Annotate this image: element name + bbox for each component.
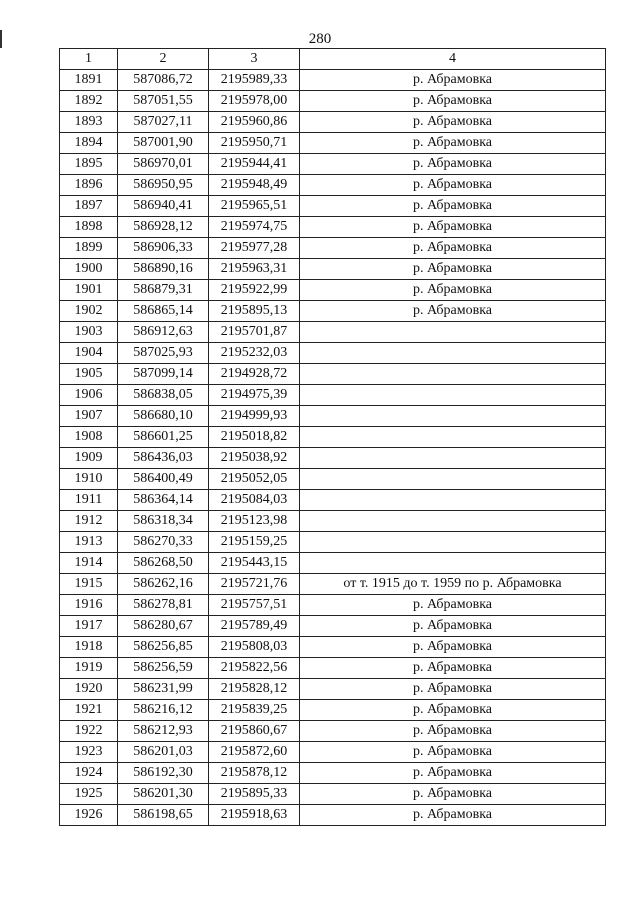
point-number-cell: 1922 xyxy=(60,721,118,742)
y-coordinate-cell: 2194999,93 xyxy=(209,406,300,427)
x-coordinate-cell: 586865,14 xyxy=(118,301,209,322)
point-number-cell: 1926 xyxy=(60,805,118,826)
x-coordinate-cell: 586970,01 xyxy=(118,154,209,175)
point-number-cell: 1913 xyxy=(60,532,118,553)
description-cell xyxy=(300,343,606,364)
y-coordinate-cell: 2195878,12 xyxy=(209,763,300,784)
description-cell xyxy=(300,406,606,427)
point-number-cell: 1901 xyxy=(60,280,118,301)
x-coordinate-cell: 586601,25 xyxy=(118,427,209,448)
table-row xyxy=(60,280,606,301)
y-coordinate-cell: 2195018,82 xyxy=(209,427,300,448)
description-cell: р. Абрамовка xyxy=(300,658,606,679)
description-cell: р. Абрамовка xyxy=(300,805,606,826)
point-number-cell: 1924 xyxy=(60,763,118,784)
table-row xyxy=(60,427,606,448)
y-coordinate-cell: 2195839,25 xyxy=(209,700,300,721)
description-cell: от т. 1915 до т. 1959 по р. Абрамовка xyxy=(300,574,606,595)
point-number-cell: 1892 xyxy=(60,91,118,112)
description-cell: р. Абрамовка xyxy=(300,154,606,175)
column-header-x: 2 xyxy=(118,49,209,70)
table-row xyxy=(60,805,606,826)
table-row xyxy=(60,175,606,196)
point-number-cell: 1907 xyxy=(60,406,118,427)
x-coordinate-cell: 586950,95 xyxy=(118,175,209,196)
point-number-cell: 1903 xyxy=(60,322,118,343)
description-cell xyxy=(300,511,606,532)
table-row xyxy=(60,721,606,742)
description-cell xyxy=(300,532,606,553)
x-coordinate-cell: 586400,49 xyxy=(118,469,209,490)
description-cell: р. Абрамовка xyxy=(300,301,606,322)
y-coordinate-cell: 2195974,75 xyxy=(209,217,300,238)
x-coordinate-cell: 586838,05 xyxy=(118,385,209,406)
point-number-cell: 1902 xyxy=(60,301,118,322)
description-cell: р. Абрамовка xyxy=(300,595,606,616)
point-number-cell: 1897 xyxy=(60,196,118,217)
description-cell xyxy=(300,553,606,574)
description-cell: р. Абрамовка xyxy=(300,217,606,238)
y-coordinate-cell: 2195159,25 xyxy=(209,532,300,553)
description-cell: р. Абрамовка xyxy=(300,91,606,112)
y-coordinate-cell: 2195944,41 xyxy=(209,154,300,175)
y-coordinate-cell: 2195822,56 xyxy=(209,658,300,679)
table-row xyxy=(60,343,606,364)
table-row xyxy=(60,196,606,217)
description-cell: р. Абрамовка xyxy=(300,112,606,133)
point-number-cell: 1898 xyxy=(60,217,118,238)
x-coordinate-cell: 586280,67 xyxy=(118,616,209,637)
y-coordinate-cell: 2195963,31 xyxy=(209,259,300,280)
y-coordinate-cell: 2194928,72 xyxy=(209,364,300,385)
x-coordinate-cell: 586364,14 xyxy=(118,490,209,511)
x-coordinate-cell: 587086,72 xyxy=(118,70,209,91)
y-coordinate-cell: 2195123,98 xyxy=(209,511,300,532)
point-number-cell: 1894 xyxy=(60,133,118,154)
x-coordinate-cell: 586879,31 xyxy=(118,280,209,301)
x-coordinate-cell: 586270,33 xyxy=(118,532,209,553)
description-cell: р. Абрамовка xyxy=(300,742,606,763)
description-cell: р. Абрамовка xyxy=(300,259,606,280)
table-header-row xyxy=(60,49,606,70)
table-row xyxy=(60,469,606,490)
x-coordinate-cell: 587051,55 xyxy=(118,91,209,112)
y-coordinate-cell: 2195965,51 xyxy=(209,196,300,217)
y-coordinate-cell: 2195960,86 xyxy=(209,112,300,133)
table-row xyxy=(60,364,606,385)
y-coordinate-cell: 2194975,39 xyxy=(209,385,300,406)
y-coordinate-cell: 2195443,15 xyxy=(209,553,300,574)
table-row xyxy=(60,595,606,616)
y-coordinate-cell: 2195978,00 xyxy=(209,91,300,112)
y-coordinate-cell: 2195895,33 xyxy=(209,784,300,805)
table-row xyxy=(60,742,606,763)
table-row xyxy=(60,259,606,280)
description-cell xyxy=(300,490,606,511)
x-coordinate-cell: 586231,99 xyxy=(118,679,209,700)
table-row xyxy=(60,448,606,469)
table-row xyxy=(60,322,606,343)
x-coordinate-cell: 586680,10 xyxy=(118,406,209,427)
point-number-cell: 1921 xyxy=(60,700,118,721)
table-row xyxy=(60,679,606,700)
x-coordinate-cell: 586278,81 xyxy=(118,595,209,616)
column-header-description: 4 xyxy=(300,49,606,70)
table-row xyxy=(60,154,606,175)
x-coordinate-cell: 586216,12 xyxy=(118,700,209,721)
table-row xyxy=(60,385,606,406)
y-coordinate-cell: 2195828,12 xyxy=(209,679,300,700)
page-number: 280 xyxy=(308,31,332,47)
y-coordinate-cell: 2195701,87 xyxy=(209,322,300,343)
point-number-cell: 1905 xyxy=(60,364,118,385)
x-coordinate-cell: 587099,14 xyxy=(118,364,209,385)
coordinates-table xyxy=(59,48,606,826)
y-coordinate-cell: 2195950,71 xyxy=(209,133,300,154)
y-coordinate-cell: 2195860,67 xyxy=(209,721,300,742)
table-row xyxy=(60,112,606,133)
description-cell: р. Абрамовка xyxy=(300,133,606,154)
x-coordinate-cell: 586201,30 xyxy=(118,784,209,805)
description-cell: р. Абрамовка xyxy=(300,700,606,721)
x-coordinate-cell: 586436,03 xyxy=(118,448,209,469)
table-row xyxy=(60,574,606,595)
table-row xyxy=(60,658,606,679)
x-coordinate-cell: 586262,16 xyxy=(118,574,209,595)
description-cell xyxy=(300,364,606,385)
point-number-cell: 1925 xyxy=(60,784,118,805)
point-number-cell: 1912 xyxy=(60,511,118,532)
table-row xyxy=(60,616,606,637)
x-coordinate-cell: 586192,30 xyxy=(118,763,209,784)
y-coordinate-cell: 2195721,76 xyxy=(209,574,300,595)
column-header-point: 1 xyxy=(60,49,118,70)
x-coordinate-cell: 586318,34 xyxy=(118,511,209,532)
table-row xyxy=(60,301,606,322)
x-coordinate-cell: 586906,33 xyxy=(118,238,209,259)
y-coordinate-cell: 2195052,05 xyxy=(209,469,300,490)
table-body xyxy=(60,70,606,826)
table-row xyxy=(60,700,606,721)
point-number-cell: 1891 xyxy=(60,70,118,91)
description-cell: р. Абрамовка xyxy=(300,280,606,301)
point-number-cell: 1919 xyxy=(60,658,118,679)
y-coordinate-cell: 2195808,03 xyxy=(209,637,300,658)
column-header-y: 3 xyxy=(209,49,300,70)
point-number-cell: 1906 xyxy=(60,385,118,406)
point-number-cell: 1911 xyxy=(60,490,118,511)
y-coordinate-cell: 2195038,92 xyxy=(209,448,300,469)
table-row xyxy=(60,784,606,805)
table-row xyxy=(60,238,606,259)
table-row xyxy=(60,637,606,658)
table-row xyxy=(60,70,606,91)
x-coordinate-cell: 586201,03 xyxy=(118,742,209,763)
table-row xyxy=(60,133,606,154)
table-row xyxy=(60,91,606,112)
table-row xyxy=(60,511,606,532)
table-row xyxy=(60,217,606,238)
x-coordinate-cell: 587001,90 xyxy=(118,133,209,154)
point-number-cell: 1909 xyxy=(60,448,118,469)
table-row xyxy=(60,553,606,574)
x-coordinate-cell: 586198,65 xyxy=(118,805,209,826)
point-number-cell: 1895 xyxy=(60,154,118,175)
point-number-cell: 1896 xyxy=(60,175,118,196)
description-cell: р. Абрамовка xyxy=(300,70,606,91)
description-cell xyxy=(300,427,606,448)
point-number-cell: 1914 xyxy=(60,553,118,574)
x-coordinate-cell: 586212,93 xyxy=(118,721,209,742)
description-cell: р. Абрамовка xyxy=(300,175,606,196)
description-cell: р. Абрамовка xyxy=(300,637,606,658)
y-coordinate-cell: 2195757,51 xyxy=(209,595,300,616)
x-coordinate-cell: 586912,63 xyxy=(118,322,209,343)
x-coordinate-cell: 587027,11 xyxy=(118,112,209,133)
description-cell: р. Абрамовка xyxy=(300,784,606,805)
table-row xyxy=(60,406,606,427)
description-cell: р. Абрамовка xyxy=(300,616,606,637)
x-coordinate-cell: 586890,16 xyxy=(118,259,209,280)
y-coordinate-cell: 2195948,49 xyxy=(209,175,300,196)
x-coordinate-cell: 587025,93 xyxy=(118,343,209,364)
description-cell: р. Абрамовка xyxy=(300,721,606,742)
point-number-cell: 1899 xyxy=(60,238,118,259)
point-number-cell: 1910 xyxy=(60,469,118,490)
y-coordinate-cell: 2195084,03 xyxy=(209,490,300,511)
point-number-cell: 1920 xyxy=(60,679,118,700)
y-coordinate-cell: 2195989,33 xyxy=(209,70,300,91)
point-number-cell: 1923 xyxy=(60,742,118,763)
description-cell: р. Абрамовка xyxy=(300,196,606,217)
x-coordinate-cell: 586256,85 xyxy=(118,637,209,658)
x-coordinate-cell: 586268,50 xyxy=(118,553,209,574)
table-row xyxy=(60,490,606,511)
y-coordinate-cell: 2195918,63 xyxy=(209,805,300,826)
description-cell xyxy=(300,385,606,406)
y-coordinate-cell: 2195895,13 xyxy=(209,301,300,322)
point-number-cell: 1918 xyxy=(60,637,118,658)
y-coordinate-cell: 2195922,99 xyxy=(209,280,300,301)
table-row xyxy=(60,763,606,784)
point-number-cell: 1893 xyxy=(60,112,118,133)
point-number-cell: 1916 xyxy=(60,595,118,616)
point-number-cell: 1900 xyxy=(60,259,118,280)
x-coordinate-cell: 586928,12 xyxy=(118,217,209,238)
description-cell: р. Абрамовка xyxy=(300,763,606,784)
x-coordinate-cell: 586256,59 xyxy=(118,658,209,679)
y-coordinate-cell: 2195977,28 xyxy=(209,238,300,259)
point-number-cell: 1908 xyxy=(60,427,118,448)
x-coordinate-cell: 586940,41 xyxy=(118,196,209,217)
description-cell xyxy=(300,322,606,343)
y-coordinate-cell: 2195232,03 xyxy=(209,343,300,364)
y-coordinate-cell: 2195872,60 xyxy=(209,742,300,763)
description-cell: р. Абрамовка xyxy=(300,238,606,259)
description-cell: р. Абрамовка xyxy=(300,679,606,700)
y-coordinate-cell: 2195789,49 xyxy=(209,616,300,637)
point-number-cell: 1904 xyxy=(60,343,118,364)
table-row xyxy=(60,532,606,553)
description-cell xyxy=(300,448,606,469)
description-cell xyxy=(300,469,606,490)
point-number-cell: 1915 xyxy=(60,574,118,595)
point-number-cell: 1917 xyxy=(60,616,118,637)
